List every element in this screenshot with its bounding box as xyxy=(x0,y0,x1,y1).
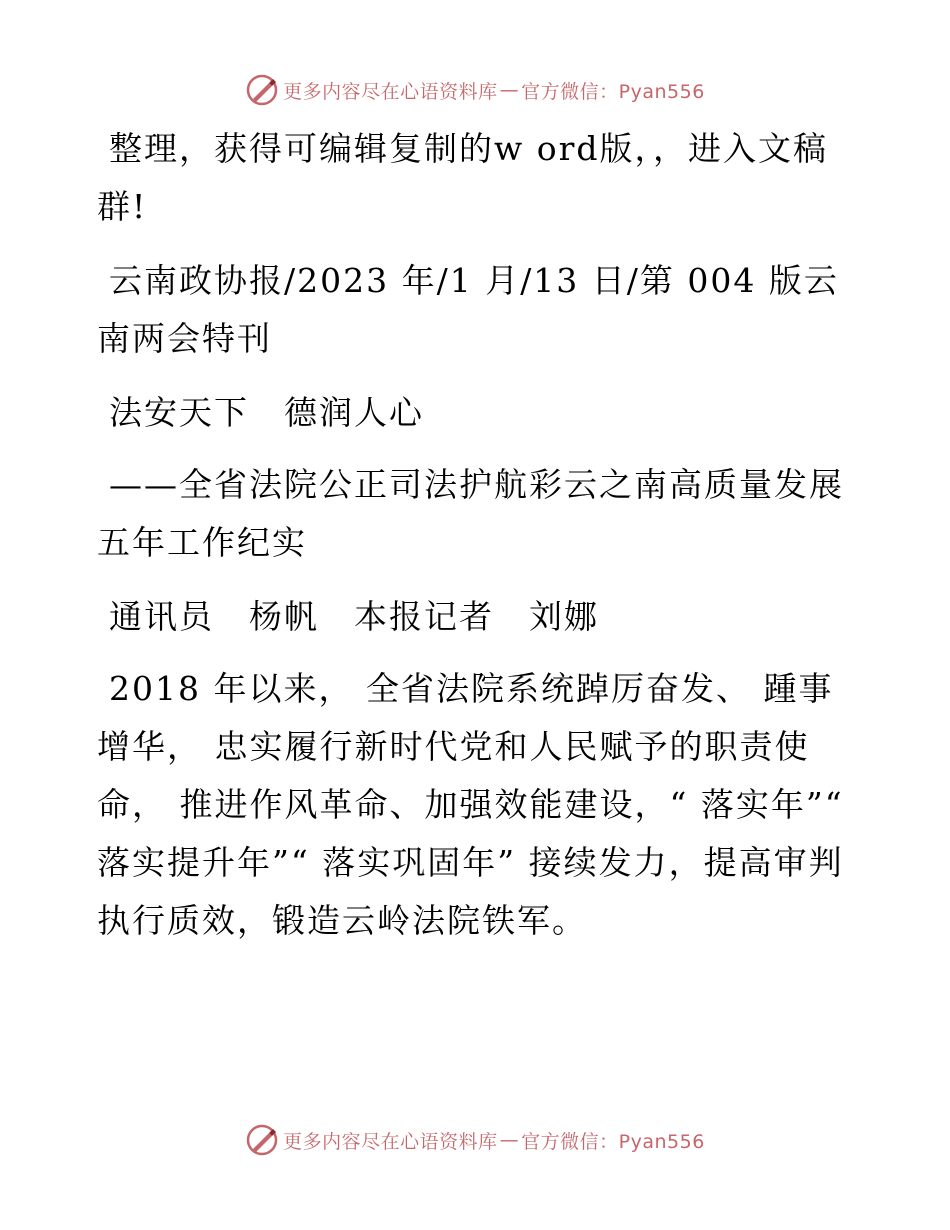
watermark-separator: — xyxy=(499,1129,520,1151)
header-watermark xyxy=(0,70,950,110)
byline: 通讯员 杨帆 本报记者 刘娜 xyxy=(109,597,599,636)
watermark-text: 更多内容尽在心语资料库 xyxy=(283,80,498,103)
watermark-suffix: 官方微信：Pyan556 xyxy=(521,80,705,103)
watermark-separator: — xyxy=(499,79,520,101)
watermark-suffix: 官方微信：Pyan556 xyxy=(521,1130,705,1153)
document-body xyxy=(97,120,857,966)
article-subtitle: ——全省法院公正司法护航彩云之南高质量发展五年工作纪实 xyxy=(97,465,844,562)
pen-logo-icon xyxy=(245,73,279,107)
footer-watermark xyxy=(0,1120,950,1160)
watermark-text: 更多内容尽在心语资料库 xyxy=(283,1130,498,1153)
pen-logo-icon xyxy=(245,1123,279,1157)
article-title: 法安天下 德润人心 xyxy=(109,393,424,432)
body-paragraph: 2018 年以来， 全省法院系统踔厉奋发、 踵事增华， 忠实履行新时代党和人民赋予的职责使命， 推进作风革命、加强效能建设，“ 落实年”“ 落实提升年”“ 落实巩固年” 接续发力，提高审判执行质效，锻造云岭法院铁军。 xyxy=(97,669,844,940)
source-line: 云南政协报/2023 年/1 月/13 日/第 004 版云南两会特刊 xyxy=(97,261,839,358)
intro-note: 整理，获得可编辑复制的w ord版，，进入文稿群! xyxy=(97,129,829,226)
